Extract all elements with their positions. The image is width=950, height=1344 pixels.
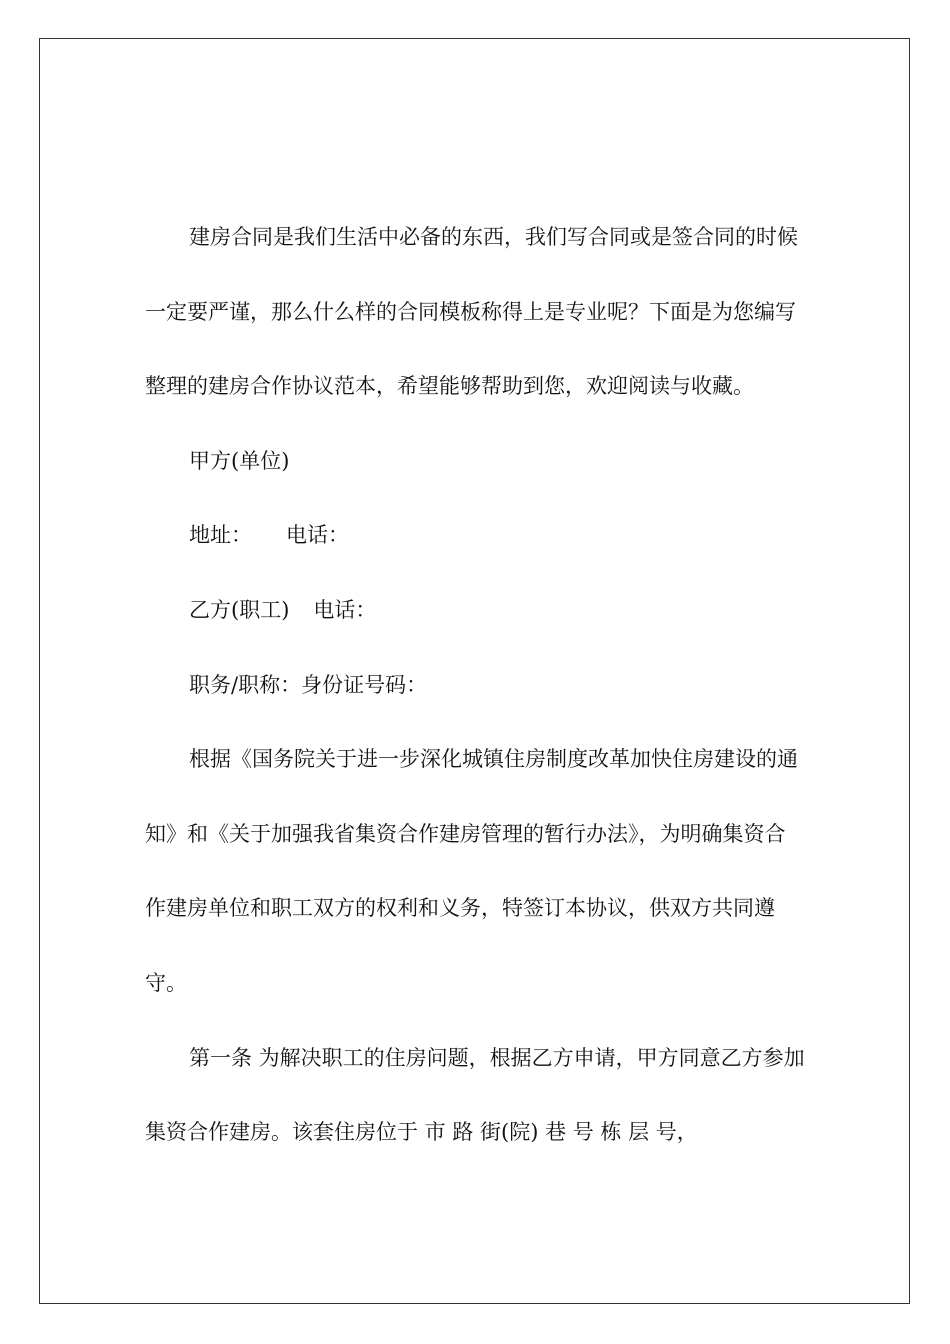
party-b-line: [145, 573, 805, 648]
party-b-label: 乙方(职工): [189, 597, 290, 622]
party-a-line: 甲方(单位): [189, 448, 290, 473]
address-phone-line: [145, 498, 805, 573]
basis-paragraph: 根据《国务院关于进一步深化城镇住房制度改革加快住房建设的通知》和《关于加强我省集资合作建房管理的暂行办法》，为明确集资合作建房单位和职工双方的权利和义务，特签订本协议，供双方共同遵守。: [145, 747, 798, 995]
article-one-paragraph: 第一条 为解决职工的住房问题，根据乙方申请，甲方同意乙方参加集资合作建房。该套住房位于 市 路 街(院) 巷 号 栋 层 号，: [145, 1045, 805, 1145]
title-id-line: 职务/职称：身份证号码：: [189, 672, 428, 697]
document-body: [145, 200, 805, 1170]
intro-paragraph: 建房合同是我们生活中必备的东西，我们写合同或是签合同的时候一定要严谨，那么什么样的合同模板称得上是专业呢？下面是为您编写整理的建房合作协议范本，希望能够帮助到您，欢迎阅读与收藏。: [145, 225, 798, 399]
party-b-phone-label: 电话：: [313, 597, 377, 622]
address-label: 地址：: [189, 523, 252, 548]
phone-label: 电话：: [286, 523, 349, 548]
